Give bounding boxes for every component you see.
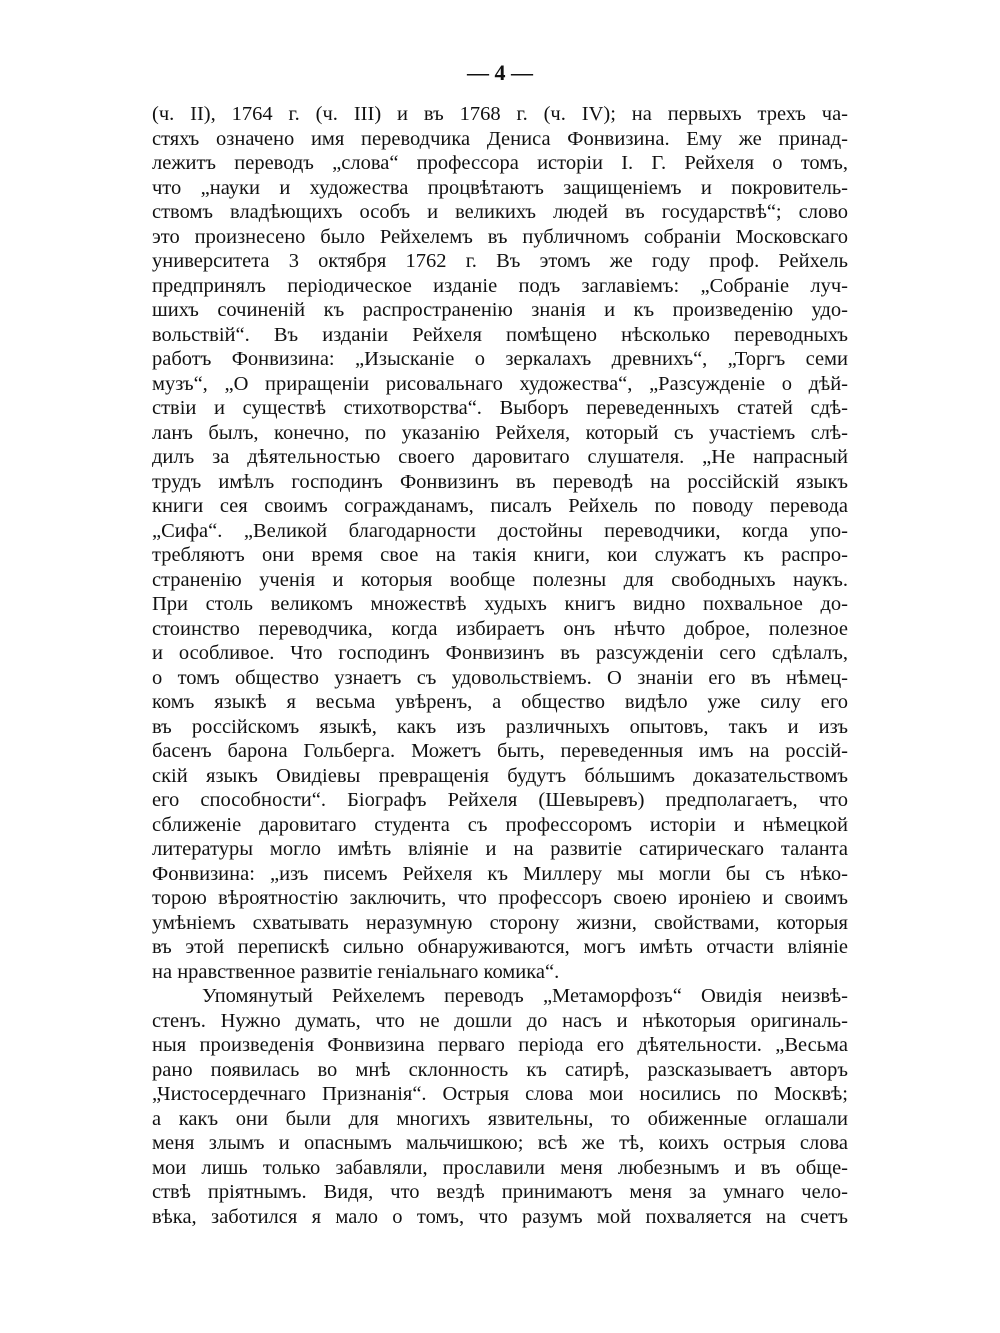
text-line: Упомянутый Рейхелемъ переводъ „Метаморфозъ“ Овидія неизвѣ- xyxy=(202,985,848,1007)
text-line: умѣніемъ схватывать неразумную сторону жизни, свойствами, которыя xyxy=(152,911,848,934)
paragraph xyxy=(152,102,848,984)
text-line: При столь великомъ множествѣ худыхъ книгъ видно похвальное до- xyxy=(152,593,848,615)
text-line: скій языкъ Овидіевы превращенія будутъ бóльшимъ доказательствомъ xyxy=(152,764,848,787)
text-line: о томъ общество узнаетъ съ удовольствіемъ. О знаніи его въ нѣмец- xyxy=(152,666,848,689)
text-line: трудъ имѣлъ господинъ Фонвизинъ въ переводѣ на россійскій языкъ xyxy=(152,470,848,493)
text-line: вольствій“. Въ изданіи Рейхеля помѣщено нѣсколько переводныхъ xyxy=(152,323,848,346)
text-line: ствѣ пріятнымъ. Видя, что вездѣ принимаютъ меня за умнаго чело- xyxy=(152,1181,848,1203)
text-line: рано появилась во мнѣ склонность къ сатирѣ, разсказываетъ авторъ xyxy=(152,1058,848,1081)
text-line: ланъ былъ, конечно, по указанію Рейхеля, который съ участіемъ слѣ- xyxy=(152,421,848,444)
text-line: басенъ барона Гольберга. Можетъ быть, переведенныя имъ на россій- xyxy=(152,740,848,762)
body-text xyxy=(152,102,848,1229)
text-line: дилъ за дѣятельностью своего даровитаго слушателя. „Не напрасный xyxy=(152,446,848,468)
text-line: требляютъ они время свое на такія книги, кои служатъ къ распро- xyxy=(152,544,848,566)
text-line: торою вѣроятностію заключить, что профессоръ своею ироніею и своимъ xyxy=(152,887,848,909)
text-line: ствіи и существѣ стихотворства“. Выборъ переведенныхъ статей сдѣ- xyxy=(152,397,848,419)
text-line: книги сея своимъ согражданамъ, писалъ Рейхель по поводу перевода xyxy=(152,495,848,517)
text-line: литературы могло имѣть вліяніе и на развитіе сатирическаго таланта xyxy=(152,838,848,860)
text-line: это произнесено было Рейхелемъ въ публичномъ собраніи Московскаго xyxy=(152,225,848,248)
text-line: сближеніе даровитаго студента съ профессоромъ исторіи и нѣмецкой xyxy=(152,813,848,836)
paragraph xyxy=(152,984,848,1229)
text-line: работъ Фонвизина: „Изысканіе о зеркалахъ древнихъ“, „Торгъ семи xyxy=(152,348,848,370)
text-line: ныя произведенія Фонвизина перваго періода его дѣятельности. „Весьма xyxy=(152,1034,848,1056)
text-line: (ч. II), 1764 г. (ч. III) и въ 1768 г. (ч. IV); на первыхъ трехъ ча- xyxy=(152,103,848,125)
text-line: стяхъ означено имя переводчика Дениса Фонвизина. Ему же принад- xyxy=(152,127,848,150)
text-line: „Сифа“. „Великой благодарности достойны переводчики, когда упо- xyxy=(152,519,848,542)
text-line: и особливое. Что господинъ Фонвизинъ въ разсужденіи сего сдѣлалъ, xyxy=(152,642,848,664)
page-number: — 4 — xyxy=(467,60,533,85)
text-line: меня злымъ и опаснымъ мальчишкою; всѣ же тѣ, коихъ острыя слова xyxy=(152,1132,848,1154)
text-line: лежитъ переводъ „слова“ профессора исторіи І. Г. Рейхеля о томъ, xyxy=(152,152,848,174)
text-line: шихъ сочиненій къ распространенію знанія и къ произведенію удо- xyxy=(152,299,848,321)
text-line: предпринялъ періодическое изданіе подъ заглавіемъ: „Собраніе луч- xyxy=(152,274,848,297)
text-line: въ этой перепискѣ сильно обнаруживаются, могъ имѣть отчасти вліяніе xyxy=(152,936,848,958)
text-line: что „науки и художества процвѣтаютъ защищеніемъ и покровитель- xyxy=(152,176,848,199)
text-line: стоинство переводчика, когда избираетъ онъ нѣчто доброе, полезное xyxy=(152,617,848,640)
text-line: ствомъ владѣющихъ особъ и великихъ людей въ государствѣ“; слово xyxy=(152,201,848,223)
text-line: Фонвизина: „изъ писемъ Рейхеля къ Миллеру мы могли бы съ нѣко- xyxy=(152,862,848,885)
text-line: его способности“. Біографъ Рейхеля (Шевыревъ) предполагаетъ, что xyxy=(152,789,848,811)
text-line: страненію ученія и которыя вообще полезны для свободныхъ наукъ. xyxy=(152,568,848,591)
text-line: комъ языкѣ я весьма увѣренъ, а общество видѣло уже силу его xyxy=(152,691,848,713)
text-line: стенъ. Нужно думать, что не дошли до насъ и нѣкоторыя оригиналь- xyxy=(152,1009,848,1032)
text-line: „Чистосердечнаго Признанія“. Острыя слова мои носились по Москвѣ; xyxy=(152,1083,848,1105)
text-line: музъ“, „О приращеніи рисовальнаго художества“, „Разсужденіе о дѣй- xyxy=(152,372,848,395)
text-line: мои лишь только забавляли, прославили меня любезнымъ и въ обще- xyxy=(152,1156,848,1179)
text-line: университета 3 октября 1762 г. Въ этомъ же году проф. Рейхель xyxy=(152,250,848,272)
text-line: вѣка, заботился я мало о томъ, что разумъ мой похваляется на счетъ xyxy=(152,1205,848,1228)
text-line: на нравственное развитіе геніальнаго комика“. xyxy=(152,960,560,983)
text-line: въ россійскомъ языкѣ, какъ изъ различныхъ опытовъ, такъ и изъ xyxy=(152,715,848,738)
text-line: а какъ они были для многихъ язвительны, то обиженные оглашали xyxy=(152,1107,848,1130)
